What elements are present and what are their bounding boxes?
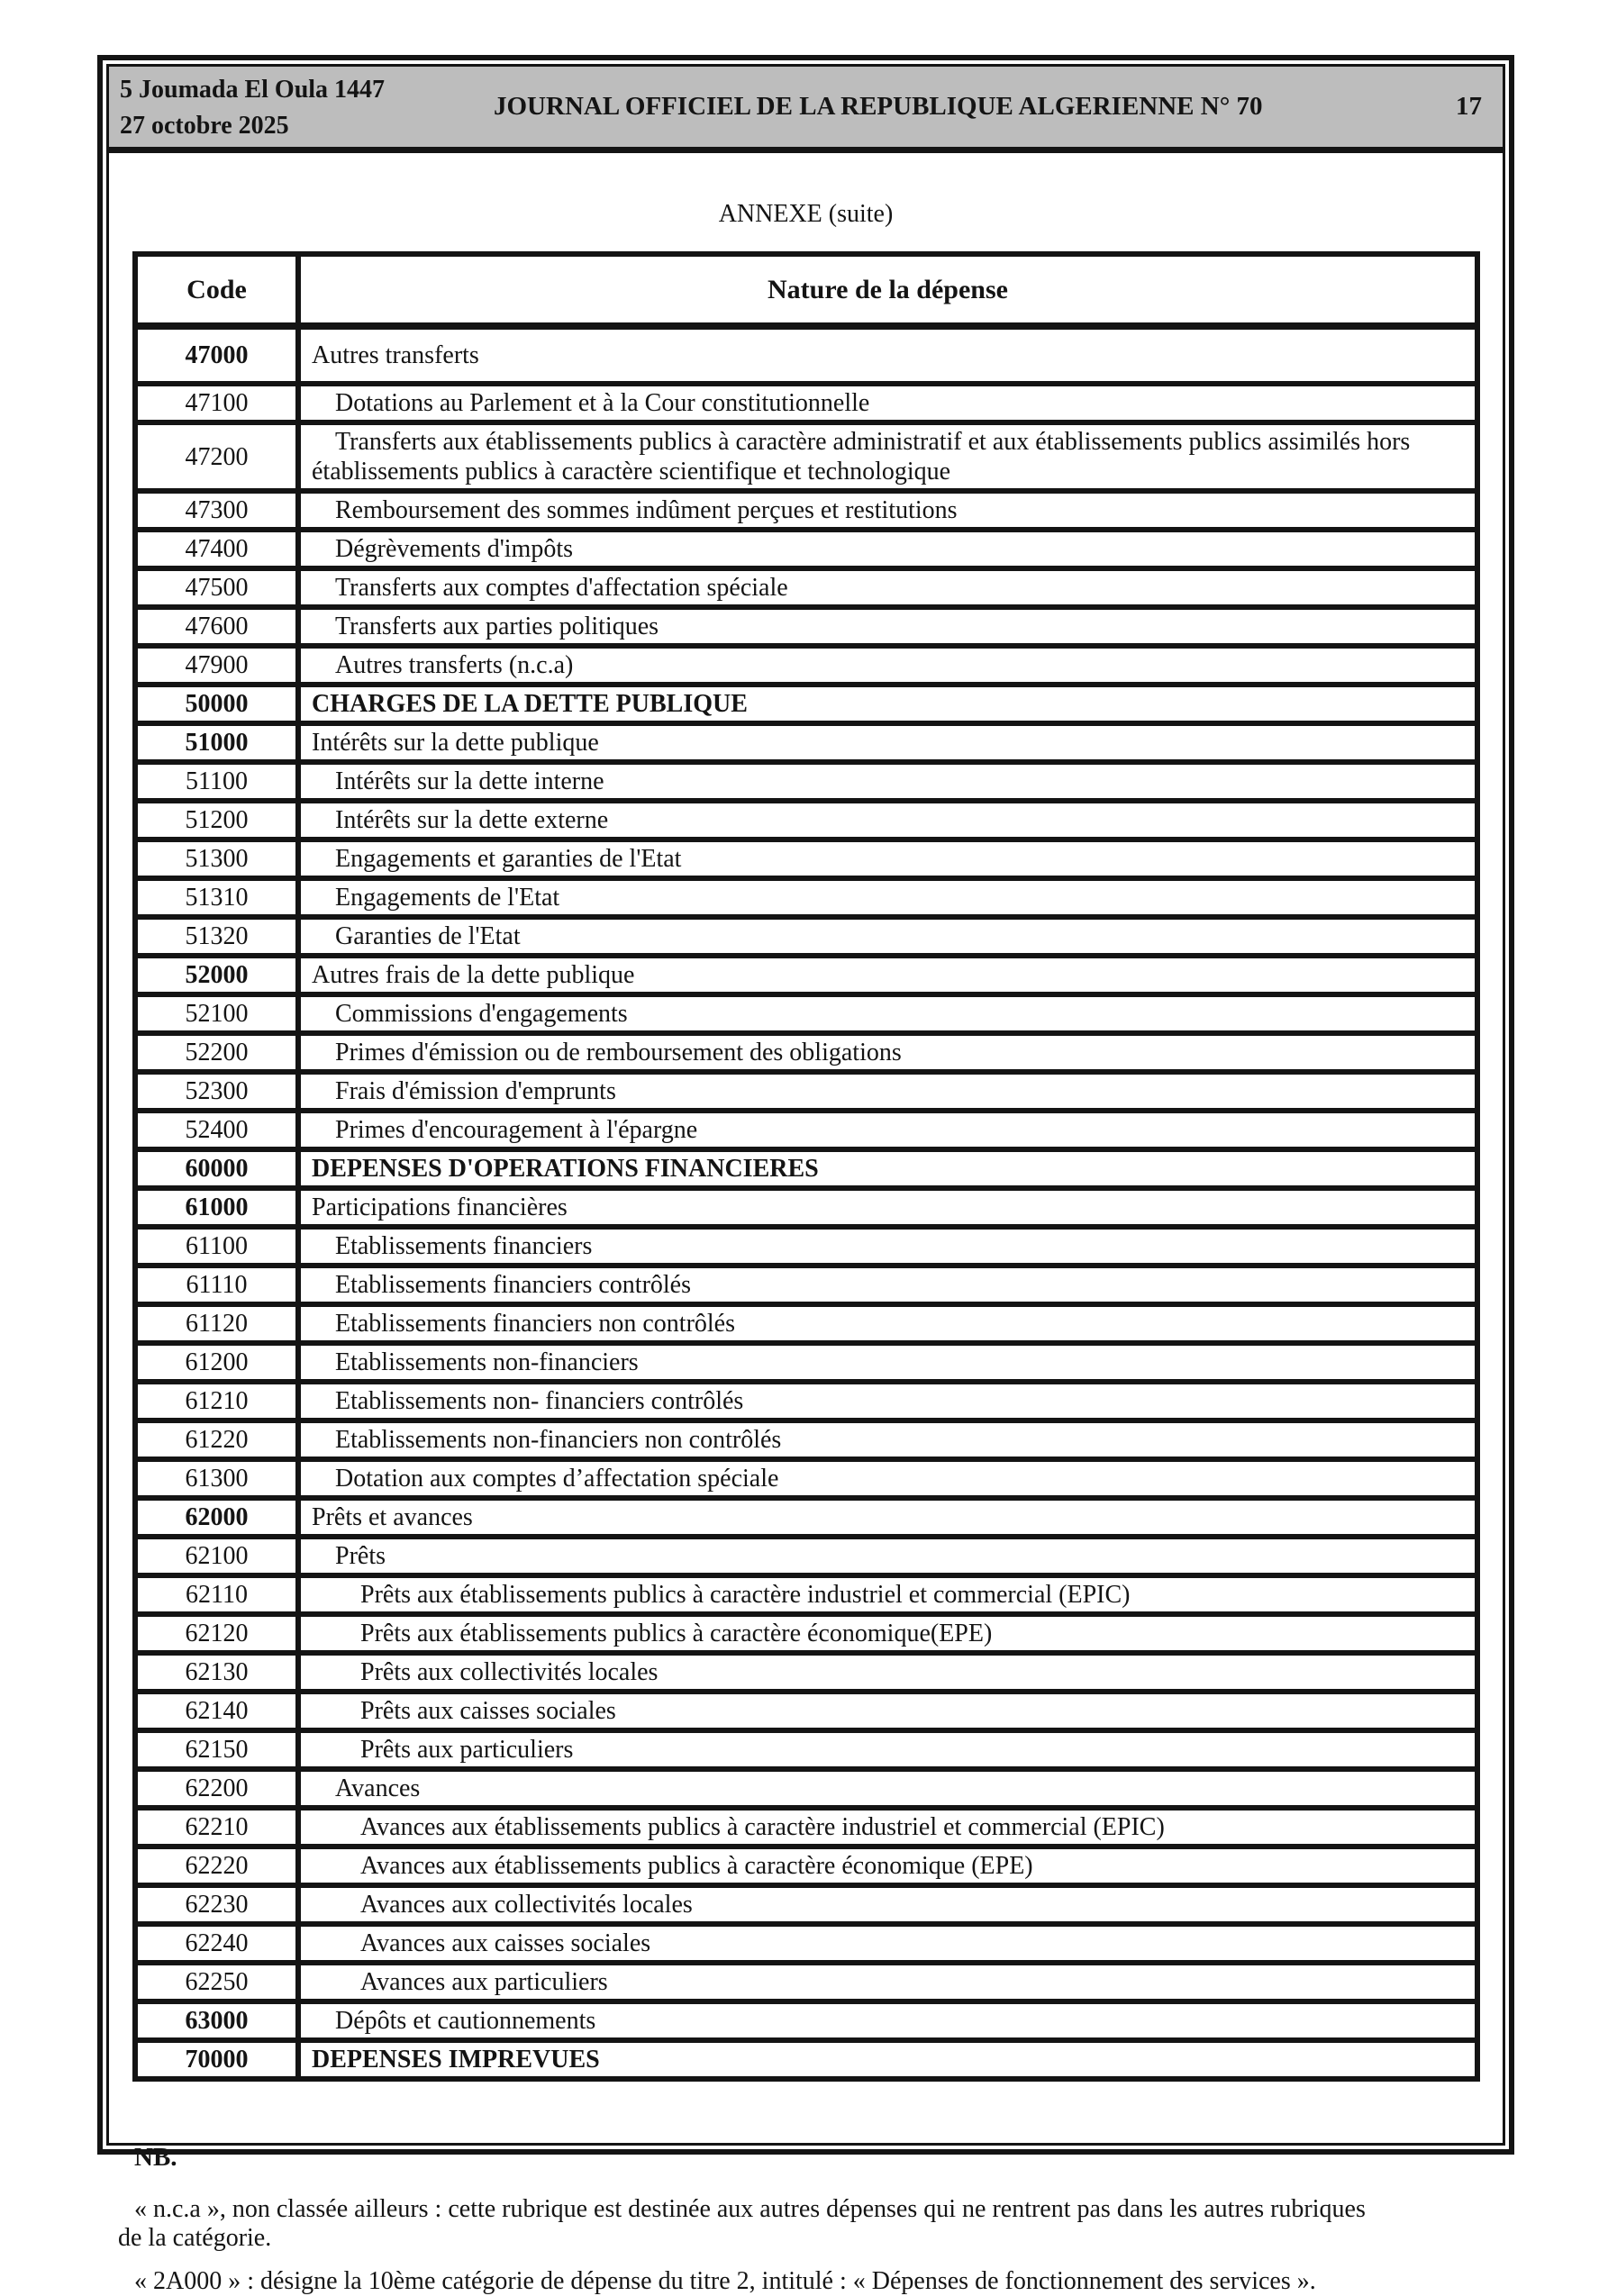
nature-cell: Intérêts sur la dette publique	[298, 723, 1477, 762]
nature-cell: Dotations au Parlement et à la Cour constitutionnelle	[298, 384, 1477, 422]
table-row	[135, 1692, 1477, 1730]
nature-cell: Primes d'émission ou de remboursement des obligations	[298, 1033, 1477, 1072]
column-header-code: Code	[135, 254, 298, 326]
nature-cell: Etablissements non- financiers contrôlés	[298, 1382, 1477, 1420]
expense-table	[132, 251, 1480, 2082]
table-row	[135, 1924, 1477, 1963]
table-body	[135, 326, 1477, 2079]
nature-cell: Etablissements financiers non contrôlés	[298, 1304, 1477, 1343]
nature-cell: Avances aux établissements publics à caractère économique (EPE)	[298, 1847, 1477, 1885]
nature-cell: Autres transferts	[298, 326, 1477, 384]
code-cell: 61210	[135, 1382, 298, 1420]
table-row	[135, 568, 1477, 607]
page-frame-inner	[106, 64, 1505, 2295]
code-cell: 62000	[135, 1498, 298, 1537]
table-row	[135, 1188, 1477, 1227]
table-header-row	[135, 254, 1477, 326]
code-cell: 62200	[135, 1769, 298, 1808]
code-cell: 63000	[135, 2001, 298, 2040]
table-row	[135, 2040, 1477, 2079]
nature-cell: Engagements et garanties de l'Etat	[298, 839, 1477, 878]
code-cell: 47000	[135, 326, 298, 384]
table-row	[135, 2001, 1477, 2040]
nature-cell: Garanties de l'Etat	[298, 917, 1477, 956]
nature-cell: Avances aux établissements publics à caractère industriel et commercial (EPIC)	[298, 1808, 1477, 1847]
table-row	[135, 1498, 1477, 1537]
code-cell: 62220	[135, 1847, 298, 1885]
table-row	[135, 326, 1477, 384]
code-cell: 50000	[135, 685, 298, 723]
table-row	[135, 1847, 1477, 1885]
nature-cell: DEPENSES IMPREVUES	[298, 2040, 1477, 2079]
table-row	[135, 1111, 1477, 1149]
code-cell: 61110	[135, 1266, 298, 1304]
page-number: 17	[1456, 92, 1482, 121]
nature-cell: Primes d'encouragement à l'épargne	[298, 1111, 1477, 1149]
code-cell: 62230	[135, 1885, 298, 1924]
table-row	[135, 530, 1477, 568]
page-frame	[97, 55, 1514, 2295]
code-cell: 51300	[135, 839, 298, 878]
table-row	[135, 1885, 1477, 1924]
table-row	[135, 1575, 1477, 1614]
code-cell: 61120	[135, 1304, 298, 1343]
table-row	[135, 994, 1477, 1033]
table-row	[135, 1808, 1477, 1847]
nature-cell: Participations financières	[298, 1188, 1477, 1227]
date-gregorian: 27 octobre 2025	[120, 112, 289, 140]
code-cell: 52300	[135, 1072, 298, 1111]
code-cell: 60000	[135, 1149, 298, 1188]
table-row	[135, 491, 1477, 530]
code-cell: 47100	[135, 384, 298, 422]
table-row	[135, 1730, 1477, 1769]
code-cell: 62210	[135, 1808, 298, 1847]
table-row	[135, 723, 1477, 762]
nature-cell: Prêts aux caisses sociales	[298, 1692, 1477, 1730]
code-cell: 51200	[135, 801, 298, 839]
table-header	[135, 254, 1477, 326]
code-cell: 51000	[135, 723, 298, 762]
nature-cell: Intérêts sur la dette interne	[298, 762, 1477, 801]
table-row	[135, 1343, 1477, 1382]
note-nca-line1: « n.c.a », non classée ailleurs : cette rubrique est destinée aux autres dépenses qui ne rentrent pas dans les autres rubriques	[134, 2195, 1366, 2223]
nature-cell: Autres frais de la dette publique	[298, 956, 1477, 994]
nature-cell: Transferts aux établissements publics à caractère administratif et aux établissements publics assimilés hors établissements publics à caractère scientifique et technologique	[298, 422, 1477, 491]
code-cell: 62110	[135, 1575, 298, 1614]
nature-cell: Prêts aux collectivités locales	[298, 1653, 1477, 1692]
note-2a000: « 2A000 » : désigne la 10ème catégorie de dépense du titre 2, intitulé : « Dépenses de fonctionnement des services ».	[134, 2267, 1316, 2295]
table-row	[135, 1382, 1477, 1420]
nature-cell: Intérêts sur la dette externe	[298, 801, 1477, 839]
code-cell: 47500	[135, 568, 298, 607]
masthead	[109, 67, 1503, 153]
code-cell: 51320	[135, 917, 298, 956]
table-row	[135, 1227, 1477, 1266]
nature-cell: Etablissements non-financiers non contrôlés	[298, 1420, 1477, 1459]
table-row	[135, 1769, 1477, 1808]
table-row	[135, 685, 1477, 723]
nature-cell: Dégrèvements d'impôts	[298, 530, 1477, 568]
nature-cell: Autres transferts (n.c.a)	[298, 646, 1477, 685]
notes-section	[118, 2143, 1484, 2296]
code-cell: 52200	[135, 1033, 298, 1072]
nature-cell: Avances aux collectivités locales	[298, 1885, 1477, 1924]
code-cell: 62250	[135, 1963, 298, 2001]
code-cell: 70000	[135, 2040, 298, 2079]
nature-cell: Avances aux particuliers	[298, 1963, 1477, 2001]
table-row	[135, 1537, 1477, 1575]
code-cell: 62150	[135, 1730, 298, 1769]
code-cell: 62240	[135, 1924, 298, 1963]
nature-cell: Transferts aux parties politiques	[298, 607, 1477, 646]
nature-cell: Prêts	[298, 1537, 1477, 1575]
nature-cell: Prêts aux particuliers	[298, 1730, 1477, 1769]
table-row	[135, 839, 1477, 878]
table-row	[135, 422, 1477, 491]
nature-cell: Prêts et avances	[298, 1498, 1477, 1537]
code-cell: 61220	[135, 1420, 298, 1459]
table-row	[135, 1420, 1477, 1459]
nature-cell: Prêts aux établissements publics à caractère économique(EPE)	[298, 1614, 1477, 1653]
nature-cell: Avances aux caisses sociales	[298, 1924, 1477, 1963]
code-cell: 51100	[135, 762, 298, 801]
code-cell: 61200	[135, 1343, 298, 1382]
note-nca-line2: de la catégorie.	[118, 2224, 272, 2252]
table-row	[135, 1614, 1477, 1653]
table-row	[135, 1304, 1477, 1343]
code-cell: 61300	[135, 1459, 298, 1498]
code-cell: 61100	[135, 1227, 298, 1266]
code-cell: 52000	[135, 956, 298, 994]
column-header-nature: Nature de la dépense	[298, 254, 1477, 326]
nature-cell: Etablissements financiers	[298, 1227, 1477, 1266]
table-row	[135, 1963, 1477, 2001]
nature-cell: Prêts aux établissements publics à caractère industriel et commercial (EPIC)	[298, 1575, 1477, 1614]
nb-label: NB.	[134, 2143, 177, 2172]
code-cell: 47300	[135, 491, 298, 530]
code-cell: 62120	[135, 1614, 298, 1653]
code-cell: 51310	[135, 878, 298, 917]
code-cell: 47400	[135, 530, 298, 568]
code-cell: 52100	[135, 994, 298, 1033]
code-cell: 62140	[135, 1692, 298, 1730]
table-row	[135, 1653, 1477, 1692]
nature-cell: Frais d'émission d'emprunts	[298, 1072, 1477, 1111]
code-cell: 61000	[135, 1188, 298, 1227]
nature-cell: Dotation aux comptes d’affectation spéciale	[298, 1459, 1477, 1498]
nature-cell: Engagements de l'Etat	[298, 878, 1477, 917]
nature-cell: DEPENSES D'OPERATIONS FINANCIERES	[298, 1149, 1477, 1188]
table-row	[135, 1266, 1477, 1304]
table-row	[135, 1033, 1477, 1072]
nature-cell: Dépôts et cautionnements	[298, 2001, 1477, 2040]
nature-cell: Etablissements non-financiers	[298, 1343, 1477, 1382]
code-cell: 52400	[135, 1111, 298, 1149]
code-cell: 47600	[135, 607, 298, 646]
code-cell: 62100	[135, 1537, 298, 1575]
table-row	[135, 1072, 1477, 1111]
code-cell: 62130	[135, 1653, 298, 1692]
nature-cell: Commissions d'engagements	[298, 994, 1477, 1033]
table-row	[135, 956, 1477, 994]
code-cell: 47200	[135, 422, 298, 491]
table-row	[135, 801, 1477, 839]
nature-cell: CHARGES DE LA DETTE PUBLIQUE	[298, 685, 1477, 723]
table-row	[135, 1459, 1477, 1498]
annexe-title: ANNEXE (suite)	[718, 200, 894, 228]
code-cell: 47900	[135, 646, 298, 685]
table-row	[135, 878, 1477, 917]
nature-cell: Remboursement des sommes indûment perçues et restitutions	[298, 491, 1477, 530]
table-row	[135, 762, 1477, 801]
table-row	[135, 646, 1477, 685]
table-row	[135, 607, 1477, 646]
table-row	[135, 917, 1477, 956]
nature-cell: Etablissements financiers contrôlés	[298, 1266, 1477, 1304]
masthead-dates	[120, 72, 385, 144]
nature-cell: Transferts aux comptes d'affectation spéciale	[298, 568, 1477, 607]
date-hijri: 5 Joumada El Oula 1447	[120, 76, 386, 104]
table-row	[135, 1149, 1477, 1188]
journal-title: JOURNAL OFFICIEL DE LA REPUBLIQUE ALGERIENNE N° 70	[494, 92, 1263, 121]
nature-cell: Avances	[298, 1769, 1477, 1808]
table-row	[135, 384, 1477, 422]
